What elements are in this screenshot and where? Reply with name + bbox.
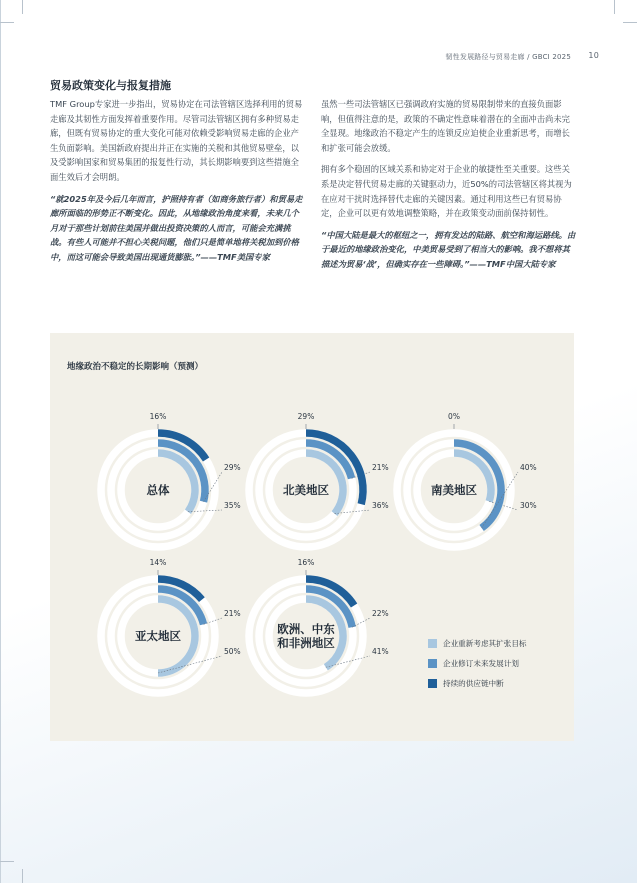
body-paragraph: 虽然一些司法管辖区已强调政府实施的贸易限制带来的直接负面影响，但值得注意的是，政策的不确定性意味着潜在的全面冲击尚未完全显现。地缘政治不稳定产生的连锁反应迫使企业重新思考，而增长和扩张可能会放缓。	[321, 99, 570, 153]
donut-group	[397, 412, 537, 547]
data-label: 16%	[297, 558, 315, 567]
group-label: 北美地区	[283, 483, 329, 497]
data-label: 22%	[372, 609, 389, 618]
group-label: 欧洲、中东	[277, 622, 335, 636]
data-label: 16%	[149, 412, 167, 421]
expert-quote: “就2025年及今后几年而言，护照持有者（如商务旅行者）和贸易走廊所面临的形势正不断变化。因此，从地缘政治角度来看，未来几个月对于那些计划前往美国并做出投资决策的人而言，可能会充满挑战。有些人可能并不担心关税问题，他们只是简单地将关税加到价格中，而这可能会导致美国出现通货膨胀。”——TMF美国专家	[50, 193, 303, 262]
chart-title: 地缘政治不稳定的长期影响（预测）	[67, 362, 204, 372]
group-label: 和非洲地区	[277, 636, 335, 650]
data-label: 0%	[448, 412, 460, 421]
data-label: 21%	[372, 463, 389, 472]
donut-group	[249, 412, 389, 547]
data-label: 36%	[372, 501, 389, 510]
donut-group	[249, 558, 389, 693]
data-label: 14%	[149, 558, 167, 567]
group-label: 总体	[146, 483, 170, 497]
legend-swatch	[428, 659, 437, 668]
header-text: 韧性发展路径与贸易走廊 / GBCI 2025	[445, 53, 571, 61]
donut-group	[101, 412, 241, 547]
data-label: 30%	[520, 501, 537, 510]
legend-label: 企业修订未来发展计划	[443, 658, 519, 668]
data-label: 35%	[224, 501, 241, 510]
right-column	[321, 97, 577, 279]
data-label: 29%	[224, 463, 241, 472]
legend-label: 持续的供应链中断	[443, 678, 504, 688]
section-title: 贸易政策变化与报复措施	[50, 79, 171, 92]
legend-item	[428, 633, 527, 653]
data-label: 21%	[224, 609, 241, 618]
legend-swatch	[428, 679, 437, 688]
data-label: 29%	[297, 412, 315, 421]
donut-group	[101, 558, 241, 693]
data-label: 40%	[520, 463, 537, 472]
crop-mark	[614, 0, 615, 14]
legend-swatch	[428, 639, 437, 648]
data-label: 50%	[224, 647, 241, 656]
left-column	[50, 97, 304, 272]
crop-mark	[0, 861, 14, 862]
page-number: 10	[588, 51, 599, 60]
body-paragraph: TMF Group专家进一步指出，贸易协定在司法管辖区选择利用的贸易走廊及其韧性方面发挥着重要作用。尽管司法管辖区拥有多种贸易走廊，但既有贸易协定的重大变化可能对依赖受影响贸易走廊的企业产生负面影响。美国新政府提出并正在实施的关税和其他贸易壁垒，以及受影响国家和贸易集团的报复性行动，其长期影响要到这些措施全面生效后才会明朗。	[50, 99, 303, 182]
chart-legend	[428, 633, 527, 693]
legend-item	[428, 673, 527, 693]
body-paragraph: 拥有多个稳固的区域关系和协定对于企业的敏捷性至关重要。这些关系是决定替代贸易走廊的关键驱动力，近50%的司法管辖区将其视为在应对干扰时选择替代走廊的关键因素。通过利用这些已有贸易协定，企业可以更有效地调整策略，并在政策变动面前保持韧性。	[321, 164, 572, 219]
crop-mark	[623, 22, 637, 23]
crop-mark	[22, 0, 23, 14]
crop-mark	[22, 869, 23, 883]
group-label: 南美地区	[431, 483, 477, 497]
legend-label: 企业重新考虑其扩张目标	[443, 638, 527, 648]
legend-item	[428, 653, 527, 673]
expert-quote: “中国大陆是最大的枢纽之一，拥有发达的陆路、航空和海运路线。由于最近的地缘政治变化，中美贸易受到了相当大的影响。我不想将其描述为贸易‘战’，但确实存在一些障碍。”——TMF中国大陆专家	[321, 229, 576, 269]
group-label: 亚太地区	[135, 629, 181, 643]
crop-mark	[0, 22, 14, 23]
running-header	[445, 51, 599, 62]
chart-panel	[50, 333, 574, 741]
data-label: 41%	[372, 647, 389, 656]
